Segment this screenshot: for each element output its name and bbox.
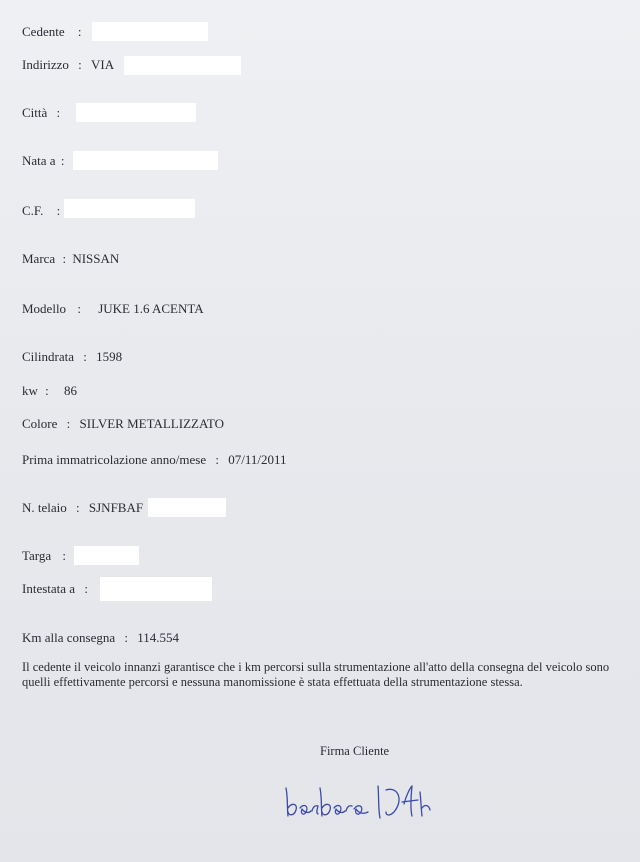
handwritten-signature: [282, 778, 442, 826]
field-label: Intestata a: [22, 581, 76, 596]
field-telaio: [22, 500, 143, 516]
field-km: [22, 630, 179, 646]
field-separator: :: [56, 105, 61, 120]
field-label: N. telaio: [22, 500, 67, 515]
field-label: Nata a: [22, 153, 56, 168]
field-separator: :: [76, 500, 80, 515]
field-label: kw: [22, 383, 38, 398]
field-colore: [22, 416, 224, 432]
field-value: SJNFBAF: [88, 500, 144, 515]
field-separator: :: [124, 630, 129, 645]
field-label: Modello: [22, 301, 67, 316]
field-label: Targa: [22, 548, 52, 563]
field-value: VIA: [91, 57, 115, 72]
field-separator: :: [83, 349, 87, 364]
field-separator: :: [77, 301, 81, 316]
field-citta: [22, 105, 60, 121]
field-cedente: [22, 24, 81, 40]
field-value: JUKE 1.6 ACENTA: [98, 301, 204, 316]
field-targa: [22, 548, 66, 564]
field-value: 86: [64, 383, 78, 398]
field-label: Marca: [22, 251, 56, 266]
field-label: C.F.: [22, 203, 44, 218]
field-label: Indirizzo: [22, 57, 69, 72]
field-nata: [22, 153, 64, 169]
field-cilindrata: [22, 349, 122, 365]
redaction-box: [73, 151, 218, 170]
field-separator: :: [62, 548, 67, 563]
redaction-box: [64, 199, 195, 218]
redaction-box: [100, 577, 212, 601]
redaction-box: [74, 546, 139, 565]
field-separator: :: [60, 153, 65, 168]
field-separator: :: [77, 24, 82, 39]
field-kw: [22, 383, 77, 399]
field-label: Km alla consegna: [22, 630, 116, 645]
field-indirizzo: [22, 57, 114, 73]
declaration-text: Il cedente il veicolo innanzi garantisce che i km percorsi sulla strumentazione all'atto della consegna del veicolo sono quelli effettivamente percorsi e nessuna manomissione è stata effettuata della strumentazione stessa.: [22, 660, 610, 689]
field-separator: :: [45, 383, 49, 398]
field-label: Cilindrata: [22, 349, 74, 364]
field-separator: :: [62, 251, 67, 266]
field-separator: :: [66, 416, 71, 431]
field-value: 114.554: [137, 630, 180, 645]
field-value: NISSAN: [72, 251, 120, 266]
field-value: 07/11/2011: [228, 452, 287, 467]
signature-label: Firma Cliente: [320, 744, 390, 758]
redaction-box: [124, 56, 241, 75]
field-label: Prima immatricolazione anno/mese: [22, 452, 207, 467]
field-cf: [22, 203, 60, 219]
field-label: Colore: [22, 416, 58, 431]
field-separator: :: [78, 57, 82, 72]
redaction-box: [92, 22, 208, 41]
redaction-box: [148, 498, 226, 517]
field-intestata: [22, 581, 88, 597]
field-label: Cedente: [22, 24, 65, 39]
field-immatricolazione: [22, 452, 287, 468]
field-label: Città: [22, 105, 48, 120]
field-separator: :: [215, 452, 219, 467]
field-separator: :: [84, 581, 88, 596]
field-modello: [22, 301, 204, 317]
field-marca: [22, 251, 119, 267]
field-separator: :: [56, 203, 61, 218]
redaction-box: [76, 103, 196, 122]
field-value: 1598: [96, 349, 123, 364]
field-value: SILVER METALLIZZATO: [79, 416, 224, 431]
